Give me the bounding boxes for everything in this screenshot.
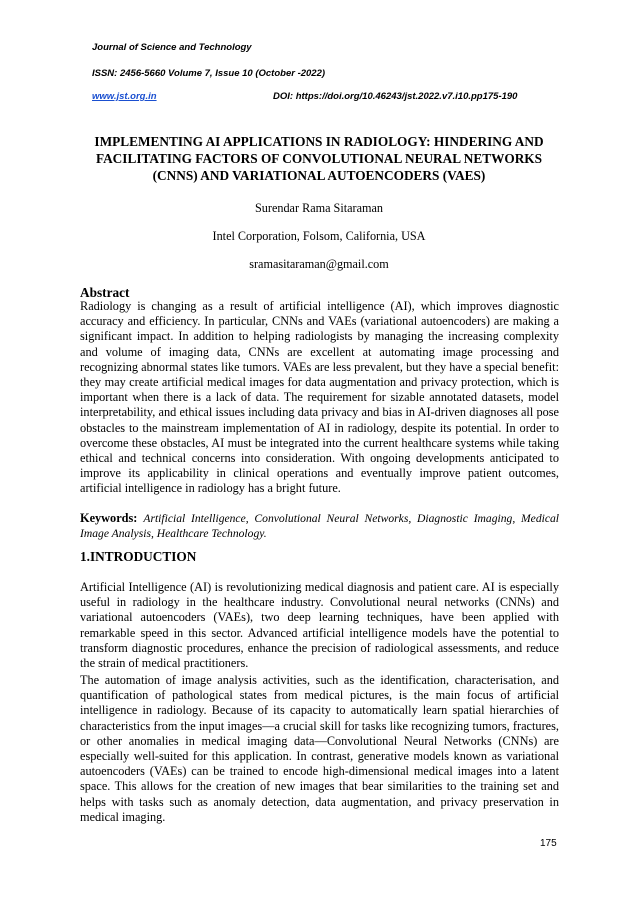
journal-name: Journal of Science and Technology [92, 42, 252, 53]
abstract-heading: Abstract [80, 285, 130, 300]
doi-line: DOI: https://doi.org/10.46243/jst.2022.v7.i10.pp175-190 [273, 91, 518, 102]
page-number: 175 [540, 838, 557, 849]
journal-url-link[interactable]: www.jst.org.in [92, 91, 157, 102]
author-email: sramasitaraman@gmail.com [249, 257, 389, 271]
abstract-text: Radiology is changing as a result of artificial intelligence (AI), which improves diagnostic accuracy and efficiency. In particular, CNNs and VAEs (variational autoencoders) are making a significant impact. In addition to helping radiologists by managing the increasing complexity and volume of imaging data, CNNs are excellent at automating image processing and recognizing abnormal states like tumors. VAEs are less prevalent, but they have a special benefit: they may create artificial medical images for data augmentation and privacy protection, which is important when there is a lack of data. The requirement for sizable annotated datasets, model interpretability, and ethical issues including data privacy and bias in AI-driven diagnoses all pose obstacles to the mainstream implementation of AI in radiology, despite its potential. In order to overcome these obstacles, AI must be integrated into the current healthcare systems while taking ethical and technical concerns into consideration. With ongoing developments anticipated to improve its applicability in clinical operations and eventually improve patient outcomes, artificial intelligence in radiology has a bright future. [80, 299, 559, 496]
author-name: Surendar Rama Sitaraman [255, 201, 383, 215]
keywords-label: Keywords: [80, 511, 138, 525]
author-affiliation: Intel Corporation, Folsom, California, USA [212, 229, 426, 243]
introduction-paragraph-1: Artificial Intelligence (AI) is revolutionizing medical diagnosis and patient care. AI is especially useful in radiology in the healthcare industry. Convolutional neural networks (CNNs) and variational autoencoders (VAEs), two deep learning techniques, have been applied with remarkable speed in this sector. Advanced artificial intelligence models have the potential to transform diagnostic procedures, enhance the precision of radiological assessments, and reduce the strain of medical practitioners. [80, 580, 559, 671]
paper-title: IMPLEMENTING AI APPLICATIONS IN RADIOLOGY: HINDERING AND FACILITATING FACTORS OF CONVOLUTIONAL NEURAL NETWORKS (CNNS) AND VARIATIONAL AUTOENCODERS (VAES) [94, 134, 544, 183]
introduction-paragraph-2: The automation of image analysis activities, such as the identification, characterisation, and quantification of pathological states from medical pictures, is the main focus of artificial intelligence in radiology. Because of its capacity to automatically learn spatial hierarchies of characteristics from the input images—a crucial skill for tasks like recognizing tumors, fractures, or other anomalies in medical imaging data—Convolutional Neural Networks (CNNs) are especially well-suited for this application. In contrast, generative models known as variational autoencoders (VAEs) can be trained to encode high-dimensional medical images into a latent space. This allows for the creation of new images that bear similarities to the training set and helps with tasks such as anomaly detection, data augmentation, and privacy preservation in medical imaging. [80, 673, 559, 824]
keywords-text: Artificial Intelligence, Convolutional Neural Networks, Diagnostic Imaging, Medical Image Analysis, Healthcare Technology. [80, 512, 560, 541]
issn-line: ISSN: 2456-5660 Volume 7, Issue 10 (October -2022) [92, 68, 326, 79]
introduction-heading: 1.INTRODUCTION [80, 549, 197, 564]
keywords [80, 511, 559, 541]
